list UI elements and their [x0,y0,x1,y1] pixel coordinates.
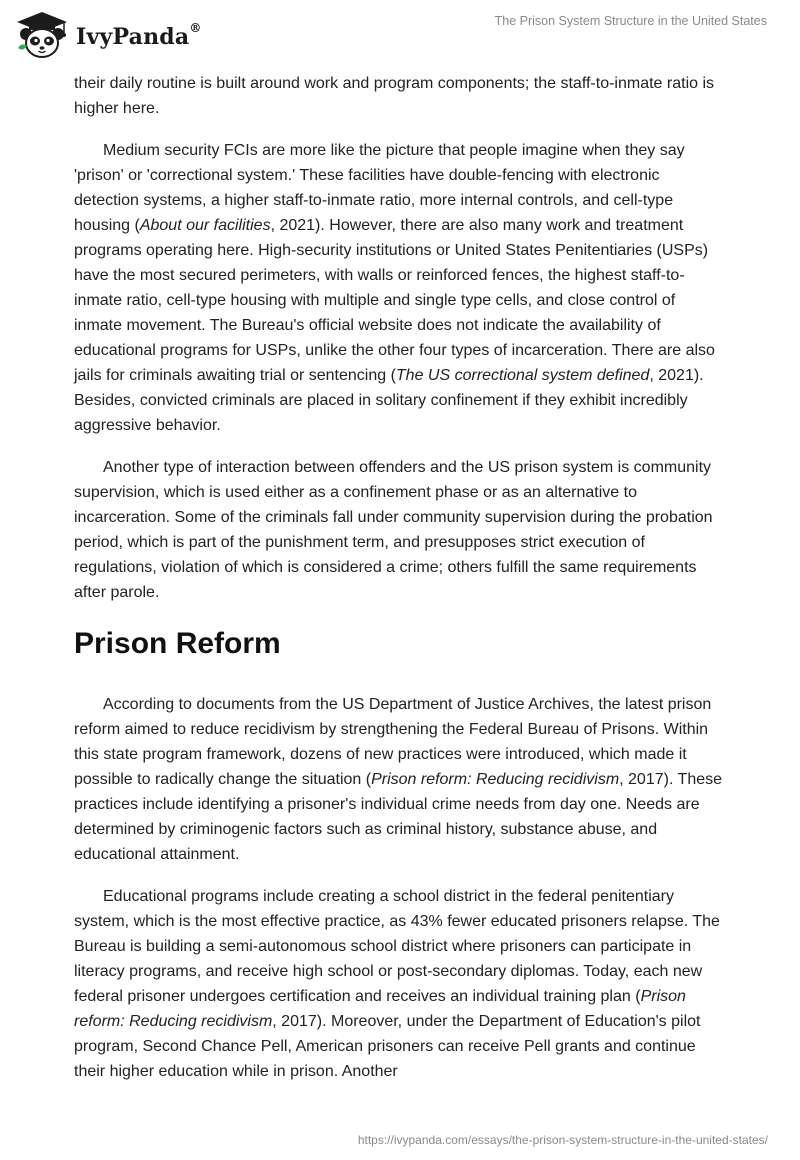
paragraph-reform-intro: According to documents from the US Department of Justice Archives, the latest prison reform aimed to reduce recidivism by strengthening the Federal Bureau of Prisons. Within this state program framework, dozens of new practices were introduced, which made it possible to radically change the situation (Prison reform: Reducing recidivism, 2017). These practices include identifying a prisoner's individual crime needs from day one. Needs are determined by criminogenic factors such as criminal history, substance abuse, and educational attainment. [74,696,723,863]
ivypanda-logo[interactable] [14,10,202,60]
paragraph-educational-programs: Educational programs include creating a school district in the federal penitentiary system, which is the most effective practice, as 43% fewer educated prisoners relapse. The Bureau is building a semi-autonomous school district where prisoners can participate in literacy programs, and receive high school or post-secondary diplomas. Today, each new federal prisoner undergoes certification and receives an individual training plan (Prison reform: Reducing recidivism, 2017). Moreover, under the Department of Education's pilot program, Second Chance Pell, American prisoners can receive Pell grants and continue their higher education while in prison. Another [74,888,720,1080]
citation: The US correctional system defined [395,367,650,384]
section-heading-prison-reform: Prison Reform [74,627,281,660]
citation: About our facilities [139,217,271,234]
panda-graduate-icon [14,10,70,60]
paragraph-community-supervision: Another type of interaction between offenders and the US prison system is community supervision, which is used either as a confinement phase or as an alternative to incarceration. Some of the criminals fall under community supervision during the probation period, which is part of the punishment term, and presupposes strict execution of regulations, violation of which is considered a crime; others fulfill the same requirements after parole. [74,459,713,601]
citation: Prison reform: Reducing recidivism [371,771,620,788]
paragraph-security-levels: Medium security FCIs are more like the picture that people imagine when they say 'prison' or 'correctional system.' These facilities have double-fencing with electronic detection systems, a higher staff-to-inmate ratio, more internal controls, and cell-type housing (About our facilities, 2021). However, there are also many work and treatment programs operating here. High-security institutions or United States Penitentiaries (USPs) have the most secured perimeters, with walls or reinforced fences, the highest staff-to-inmate ratio, cell-type housing with multiple and single type cells, and close control of inmate movement. The Bureau's official website does not indicate the availability of educational programs for USPs, unlike the other four types of incarceration. There are also jails for criminals awaiting trial or sentencing (The US correctional system defined, 2021). Besides, convicted criminals are placed in solitary confinement if they exhibit incredibly aggressive behavior. [74,142,715,434]
paragraph-continued: their daily routine is built around work and program components; the staff-to-inmate ratio is higher here. [74,75,715,117]
page-header [0,0,800,70]
document-title: The Prison System Structure in the United States [494,14,767,28]
source-url[interactable]: https://ivypanda.com/essays/the-prison-system-structure-in-the-united-states/ [357,1133,768,1147]
essay-body [74,71,726,1101]
citation: Prison reform: Reducing recidivism [74,988,686,1030]
brand-name: IvyPanda® [76,20,202,50]
